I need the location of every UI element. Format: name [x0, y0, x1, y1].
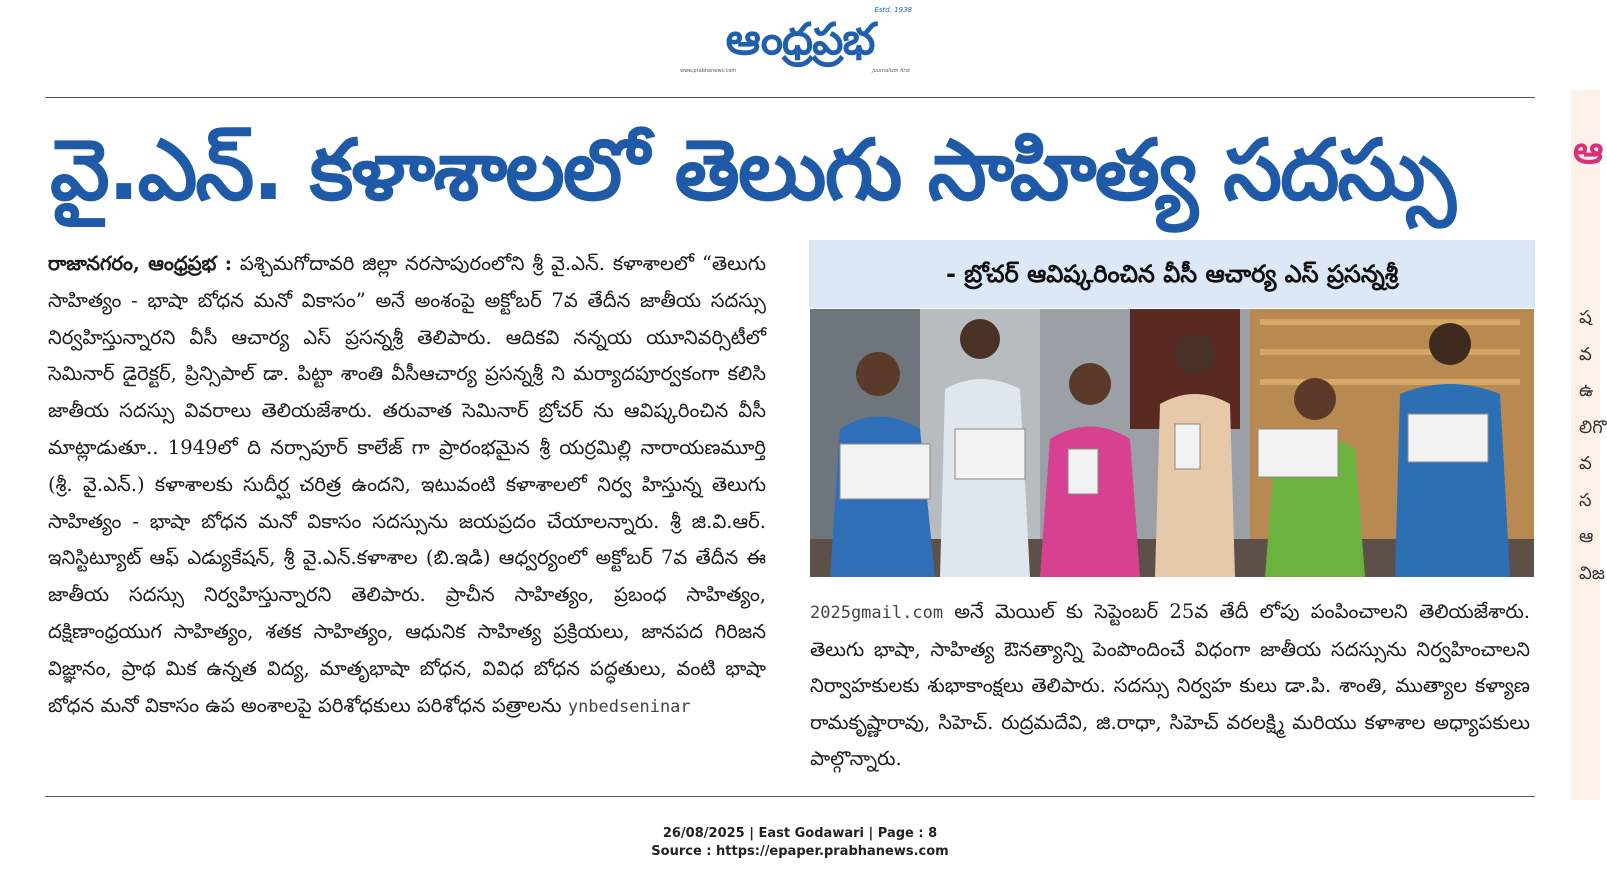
adjacent-headline-fragment: ఆ: [1573, 128, 1604, 172]
article-body-left: [48, 246, 766, 791]
newspaper-logo: ఆంధ్రప్రభ: [725, 14, 875, 65]
adjacent-article-strip: [1571, 90, 1607, 800]
subheadline-box: [809, 240, 1535, 308]
estd-label: Estd. 1938: [874, 6, 912, 14]
bottom-rule: [45, 796, 1535, 797]
page-footer: [0, 825, 1600, 861]
email-part-one: ynbedseninar: [567, 696, 691, 717]
group-photo: [810, 309, 1534, 577]
website-label: www.prabhanews.com: [680, 68, 737, 74]
tagline: Journalism first: [872, 68, 910, 74]
article-body-right: [810, 594, 1530, 794]
group-photo-icon: [810, 309, 1534, 577]
top-rule: [45, 97, 1535, 98]
body-text-left: పశ్చిమగోదావరి జిల్లా నరసాపురంలోని శ్రీ వై.ఎన్. కళాశాలలో “తెలుగు సాహిత్యం - భాషా బోధన మనో వికాసం” అనే అంశంపై అక్టోబర్ 7వ తేదీన జాతీయ సదస్సు నిర్వహిస్తున్నారని వీసీ ఆచార్య ఎస్ ప్రసన్నశ్రీ తెలిపారు. ఆదికవి నన్నయ యూనివర్సిటీలో సెమినార్ డైరెక్టర్, ప్రిన్సిపాల్ డా. పిట్టా శాంతి వీసీఆచార్య ప్రసన్నశ్రీ ని మర్యాదపూర్వకంగా కలిసి జాతీయ సదస్సు వివరాలు తెలియజేశారు. తరువాత సెమినార్ బ్రోచర్ ను ఆవిష్కరించిన వీసీ మాట్లాడుతూ.. 1949లో ది నర్సాపూర్ కాలేజ్ గా ప్రారంభమైన శ్రీ యర్రమిల్లి నారాయణమూర్తి (శ్రీ. వై.ఎన్.) కళాశాలకు సుదీర్ఘ చరిత్ర ఉందని, ఇటువంటి కళాశాలలో నిర్వ హిస్తున్న తెలుగు సాహిత్యం - భాషా బోధన మనో వికాసం సదస్సును జయప్రదం చేయాలన్నారు. శ్రీ జి.వి.ఆర్. ఇనిస్టిట్యూట్ ఆఫ్ ఎడ్యుకేషన్, శ్రీ వై.ఎన్.కళాశాల (బి.ఇడి) ఆధ్వర్యంలో అక్టోబర్ 7వ తేదీన ఈ జాతీయ సదస్సు నిర్వహిస్తున్నారని తెలిపారు. ప్రాచీన సాహిత్యం, ప్రబంధ సాహిత్యం, దక్షిణాంధ్రయుగ సాహిత్యం, శతక సాహిత్యం, ఆధునిక సాహిత్య ప్రక్రియలు, జానపద గిరిజన విజ్ఞానం, ప్రాథ మిక ఉన్నత విద్య, మాతృభాషా బోధన, వివిధ బోధన పద్ధతులు, వంటి భాషా బోధన మనో వికాసం ఉప అంశాలపై పరిశోధకులు పరిశోధన పత్రాలను: [48, 252, 766, 717]
adjacent-body-fragment: షవఉలిగొవసఆవిజ: [1579, 307, 1607, 584]
footer-source: Source : https://epaper.prabhanews.com: [651, 844, 949, 859]
masthead: [670, 6, 930, 76]
article-headline: వై.ఎన్. కళాశాలలో తెలుగు సాహిత్య సదస్సు: [50, 121, 1454, 219]
body-text-right: అనే మెయిల్ కు సెప్టెంబర్ 25వ తేదీ లోపు పంపించాలని తెలియజేశారు. తెలుగు భాషా, సాహిత్య ఔనత్యాన్ని పెంపొందించే విధంగా జాతీయ సదస్సును నిర్వహించాలని నిర్వాహకులకు శుభాకాంక్షలు తెలిపారు. సదస్సు నిర్వహ కులు డా.పి. శాంతి, ముత్యాల కళ్యాణ రామకృష్ణారావు, సిహెచ్. రుద్రమదేవి, జి.రాధా, సిహెచ్ వరలక్ష్మి మరియు కళాశాల అధ్యాపకులు పాల్గొన్నారు.: [810, 600, 1530, 770]
subheadline: - బ్రోచర్ ఆవిష్కరించిన వీసీ ఆచార్య ఎస్ ప్రసన్నశ్రీ: [945, 260, 1399, 288]
footer-date-edition: 26/08/2025 | East Godawari | Page : 8: [662, 826, 938, 841]
email-part-two: 2025gmail.com: [810, 603, 944, 623]
dateline: రాజానగరం, ఆంధ్రప్రభ :: [48, 252, 232, 275]
